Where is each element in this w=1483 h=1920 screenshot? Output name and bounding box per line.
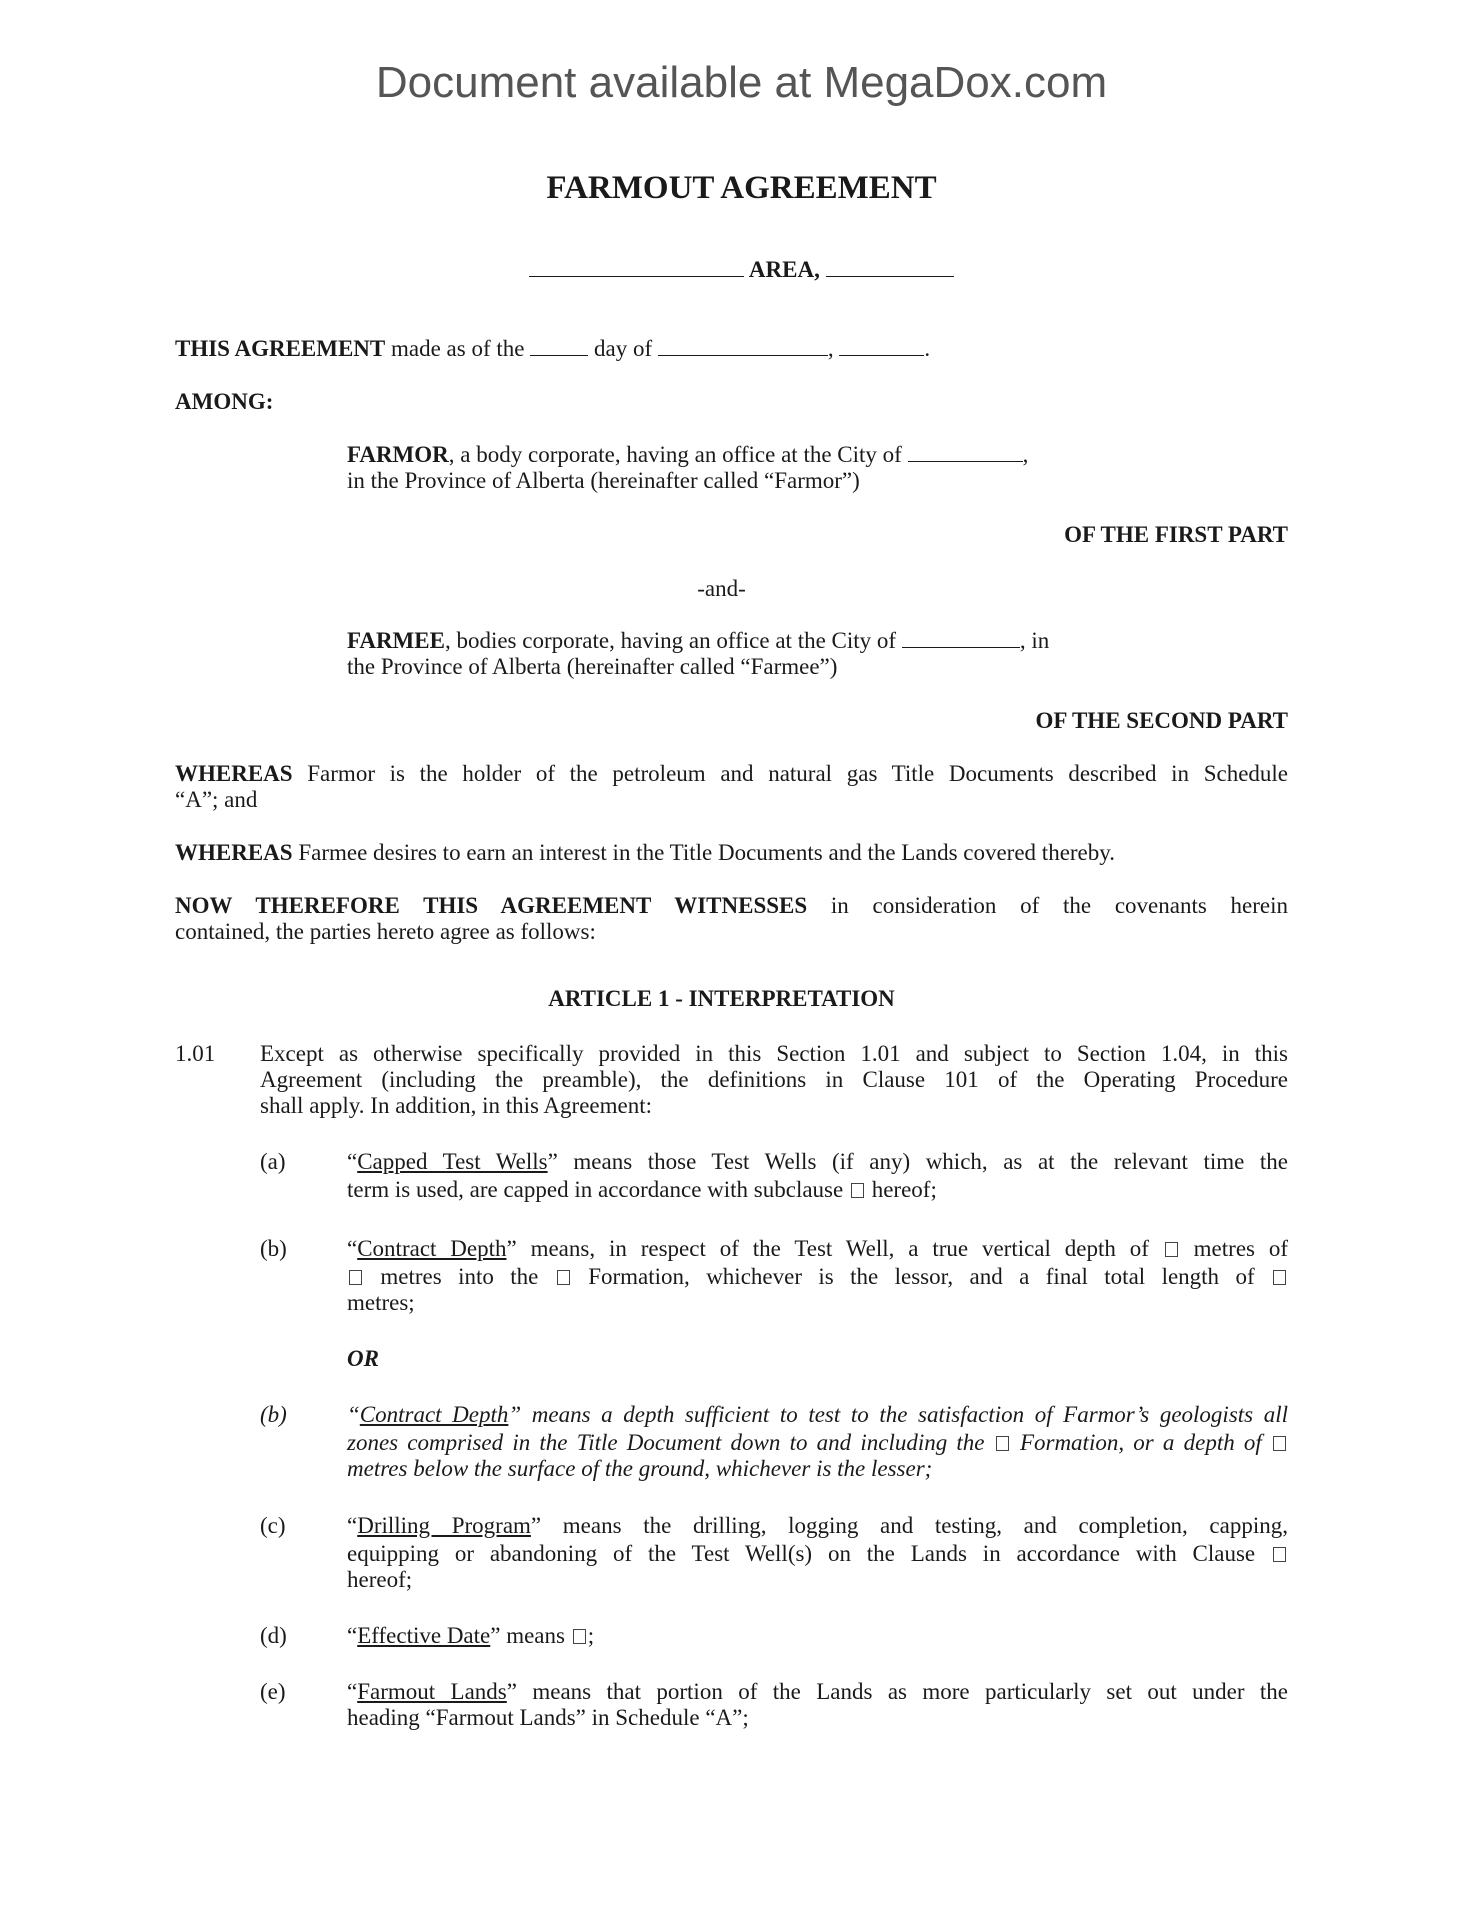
whereas-2 <box>175 839 1115 866</box>
now-therefore-lead: NOW THEREFORE THIS AGREEMENT WITNESSES <box>175 893 808 918</box>
def-e-label: (e) <box>260 1679 286 1704</box>
def-c-line-2 <box>347 1540 1288 1567</box>
def-c-line-1: “Drilling Program” means the drilling, logging and testing, and completion, capping, <box>347 1513 1288 1538</box>
second-part-label: OF THE SECOND PART <box>1035 708 1288 733</box>
placeholder-box-icon <box>996 1436 1009 1451</box>
first-part-label: OF THE FIRST PART <box>1064 522 1288 547</box>
def-c-label: (c) <box>260 1513 286 1538</box>
placeholder-box-icon <box>349 1270 362 1285</box>
placeholder-box-icon <box>1273 1547 1286 1562</box>
def-e-term: Farmout Lands <box>357 1679 507 1704</box>
def-c-text-2: equipping or abandoning of the Test Well(s) on the Lands in accordance with Clause <box>347 1541 1256 1566</box>
preamble-comma: , <box>827 336 834 361</box>
placeholder-box-icon <box>573 1629 586 1644</box>
placeholder-box-icon <box>851 1183 864 1198</box>
def-d-line-1: “Effective Date” means ; <box>347 1623 595 1648</box>
def-d-text: ” means <box>490 1623 565 1648</box>
def-c-term: Drilling Program <box>357 1513 531 1538</box>
def-b-alt-text-2: zones comprised in the Title Document down to and including the <box>347 1430 985 1455</box>
farmor-name: FARMOR <box>347 442 449 467</box>
section-1-01-line-1: Except as otherwise specifically provided in this Section 1.01 and subject to Section 1.04, in this <box>260 1041 1288 1066</box>
whereas-1-lead: WHEREAS <box>175 761 293 786</box>
megadox-banner: Document available at MegaDox.com <box>375 58 1108 107</box>
def-b-alt-text-1: ” means a depth sufficient to test to the satisfaction of Farmor’s geologists all <box>508 1402 1288 1427</box>
farmor-text: , a body corporate, having an office at the City of <box>448 442 902 467</box>
now-therefore-text: in consideration of the covenants herein <box>830 893 1288 918</box>
def-e-line-2: heading “Farmout Lands” in Schedule “A”; <box>347 1705 749 1730</box>
def-a-text-2: term is used, are capped in accordance with subclause <box>347 1177 844 1202</box>
or-separator: OR <box>347 1346 379 1371</box>
def-b-alt-term: Contract Depth <box>359 1402 509 1427</box>
placeholder-box-icon <box>1165 1242 1178 1257</box>
section-1-01-line-3: shall apply. In addition, in this Agreement: <box>260 1093 652 1118</box>
whereas-1-line-1 <box>175 760 1288 787</box>
now-therefore-line-1 <box>175 892 1288 919</box>
area-label: AREA, <box>748 257 820 282</box>
farmee-line-2: the Province of Alberta (hereinafter called “Farmee”) <box>347 654 838 679</box>
def-b-alt-text-3: Formation, or a depth of <box>1019 1430 1262 1455</box>
whereas-1-line-2: “A”; and <box>175 787 258 812</box>
def-a-term: Capped Test Wells <box>357 1149 548 1174</box>
section-1-01-line-2: Agreement (including the preamble), the definitions in Clause 101 of the Operating Procedure <box>260 1067 1288 1092</box>
def-a-line-1: “Capped Test Wells” means those Test Wells (if any) which, as at the relevant time the <box>347 1149 1289 1174</box>
def-b-text-1: ” means, in respect of the Test Well, a true vertical depth of <box>506 1236 1149 1261</box>
def-a-text: ” means those Test Wells (if any) which, as at the relevant time the <box>547 1149 1289 1174</box>
section-number: 1.01 <box>175 1041 216 1066</box>
document-title: FARMOUT AGREEMENT <box>546 170 937 206</box>
def-b-text-4: Formation, whichever is the lessor, and a final total length of <box>588 1264 1255 1289</box>
def-a-text-3: hereof; <box>871 1177 937 1202</box>
def-b-alt-label: (b) <box>260 1402 287 1427</box>
whereas-1-text: Farmor is the holder of the petroleum and natural gas Title Documents described in Schedule <box>307 761 1289 786</box>
def-d-term: Effective Date <box>357 1623 491 1648</box>
def-b-line-3: metres; <box>347 1290 415 1315</box>
area-line <box>0 256 1483 283</box>
farmor-comma: , <box>1022 442 1029 467</box>
def-b-text-3: metres into the <box>380 1264 539 1289</box>
def-b-text-2: metres of <box>1193 1236 1289 1261</box>
def-b-line-2 <box>347 1263 1288 1290</box>
and-separator: -and- <box>697 576 746 601</box>
def-c-line-3: hereof; <box>347 1567 413 1592</box>
whereas-2-lead: WHEREAS <box>175 840 293 865</box>
def-b-alt-line-2 <box>347 1429 1288 1456</box>
preamble-lead: THIS AGREEMENT <box>175 336 386 361</box>
preamble <box>175 335 930 362</box>
article-1-heading: ARTICLE 1 - INTERPRETATION <box>548 986 895 1011</box>
def-a-line-2 <box>347 1176 937 1203</box>
def-e-line-1: “Farmout Lands” means that portion of the Lands as more particularly set out under the <box>347 1679 1288 1704</box>
def-a-label: (a) <box>260 1149 286 1174</box>
placeholder-box-icon <box>1273 1270 1286 1285</box>
def-c-text-1: ” means the drilling, logging and testing, and completion, capping, <box>530 1513 1288 1538</box>
preamble-text-2: day of <box>593 336 653 361</box>
def-b-alt-line-3: metres below the surface of the ground, whichever is the lesser; <box>347 1456 933 1481</box>
farmor-line-1 <box>347 441 1028 468</box>
placeholder-box-icon <box>1273 1436 1286 1451</box>
def-e-text-1: ” means that portion of the Lands as more particularly set out under the <box>506 1679 1288 1704</box>
farmee-in: , in <box>1019 628 1050 653</box>
preamble-period: . <box>924 336 931 361</box>
def-b-term: Contract Depth <box>357 1236 507 1261</box>
def-d-label: (d) <box>260 1623 287 1648</box>
among-heading: AMONG: <box>175 389 274 414</box>
now-therefore-line-2: contained, the parties hereto agree as follows: <box>175 919 596 944</box>
placeholder-box-icon <box>557 1270 570 1285</box>
preamble-text-1: made as of the <box>391 336 525 361</box>
farmor-line-2: in the Province of Alberta (hereinafter called “Farmor”) <box>347 468 860 493</box>
def-b-line-1: “Contract Depth” means, in respect of the Test Well, a true vertical depth of metres of <box>347 1236 1289 1261</box>
farmee-text: , bodies corporate, having an office at the City of <box>444 628 897 653</box>
farmee-name: FARMEE <box>347 628 445 653</box>
def-b-alt-line-1: “Contract Depth” means a depth sufficient to test to the satisfaction of Farmor’s geologists all <box>347 1402 1288 1427</box>
def-d-end: ; <box>587 1623 595 1648</box>
whereas-2-text: Farmee desires to earn an interest in the Title Documents and the Lands covered thereby. <box>298 840 1116 865</box>
def-b-label: (b) <box>260 1236 287 1261</box>
farmee-line-1 <box>347 627 1049 654</box>
